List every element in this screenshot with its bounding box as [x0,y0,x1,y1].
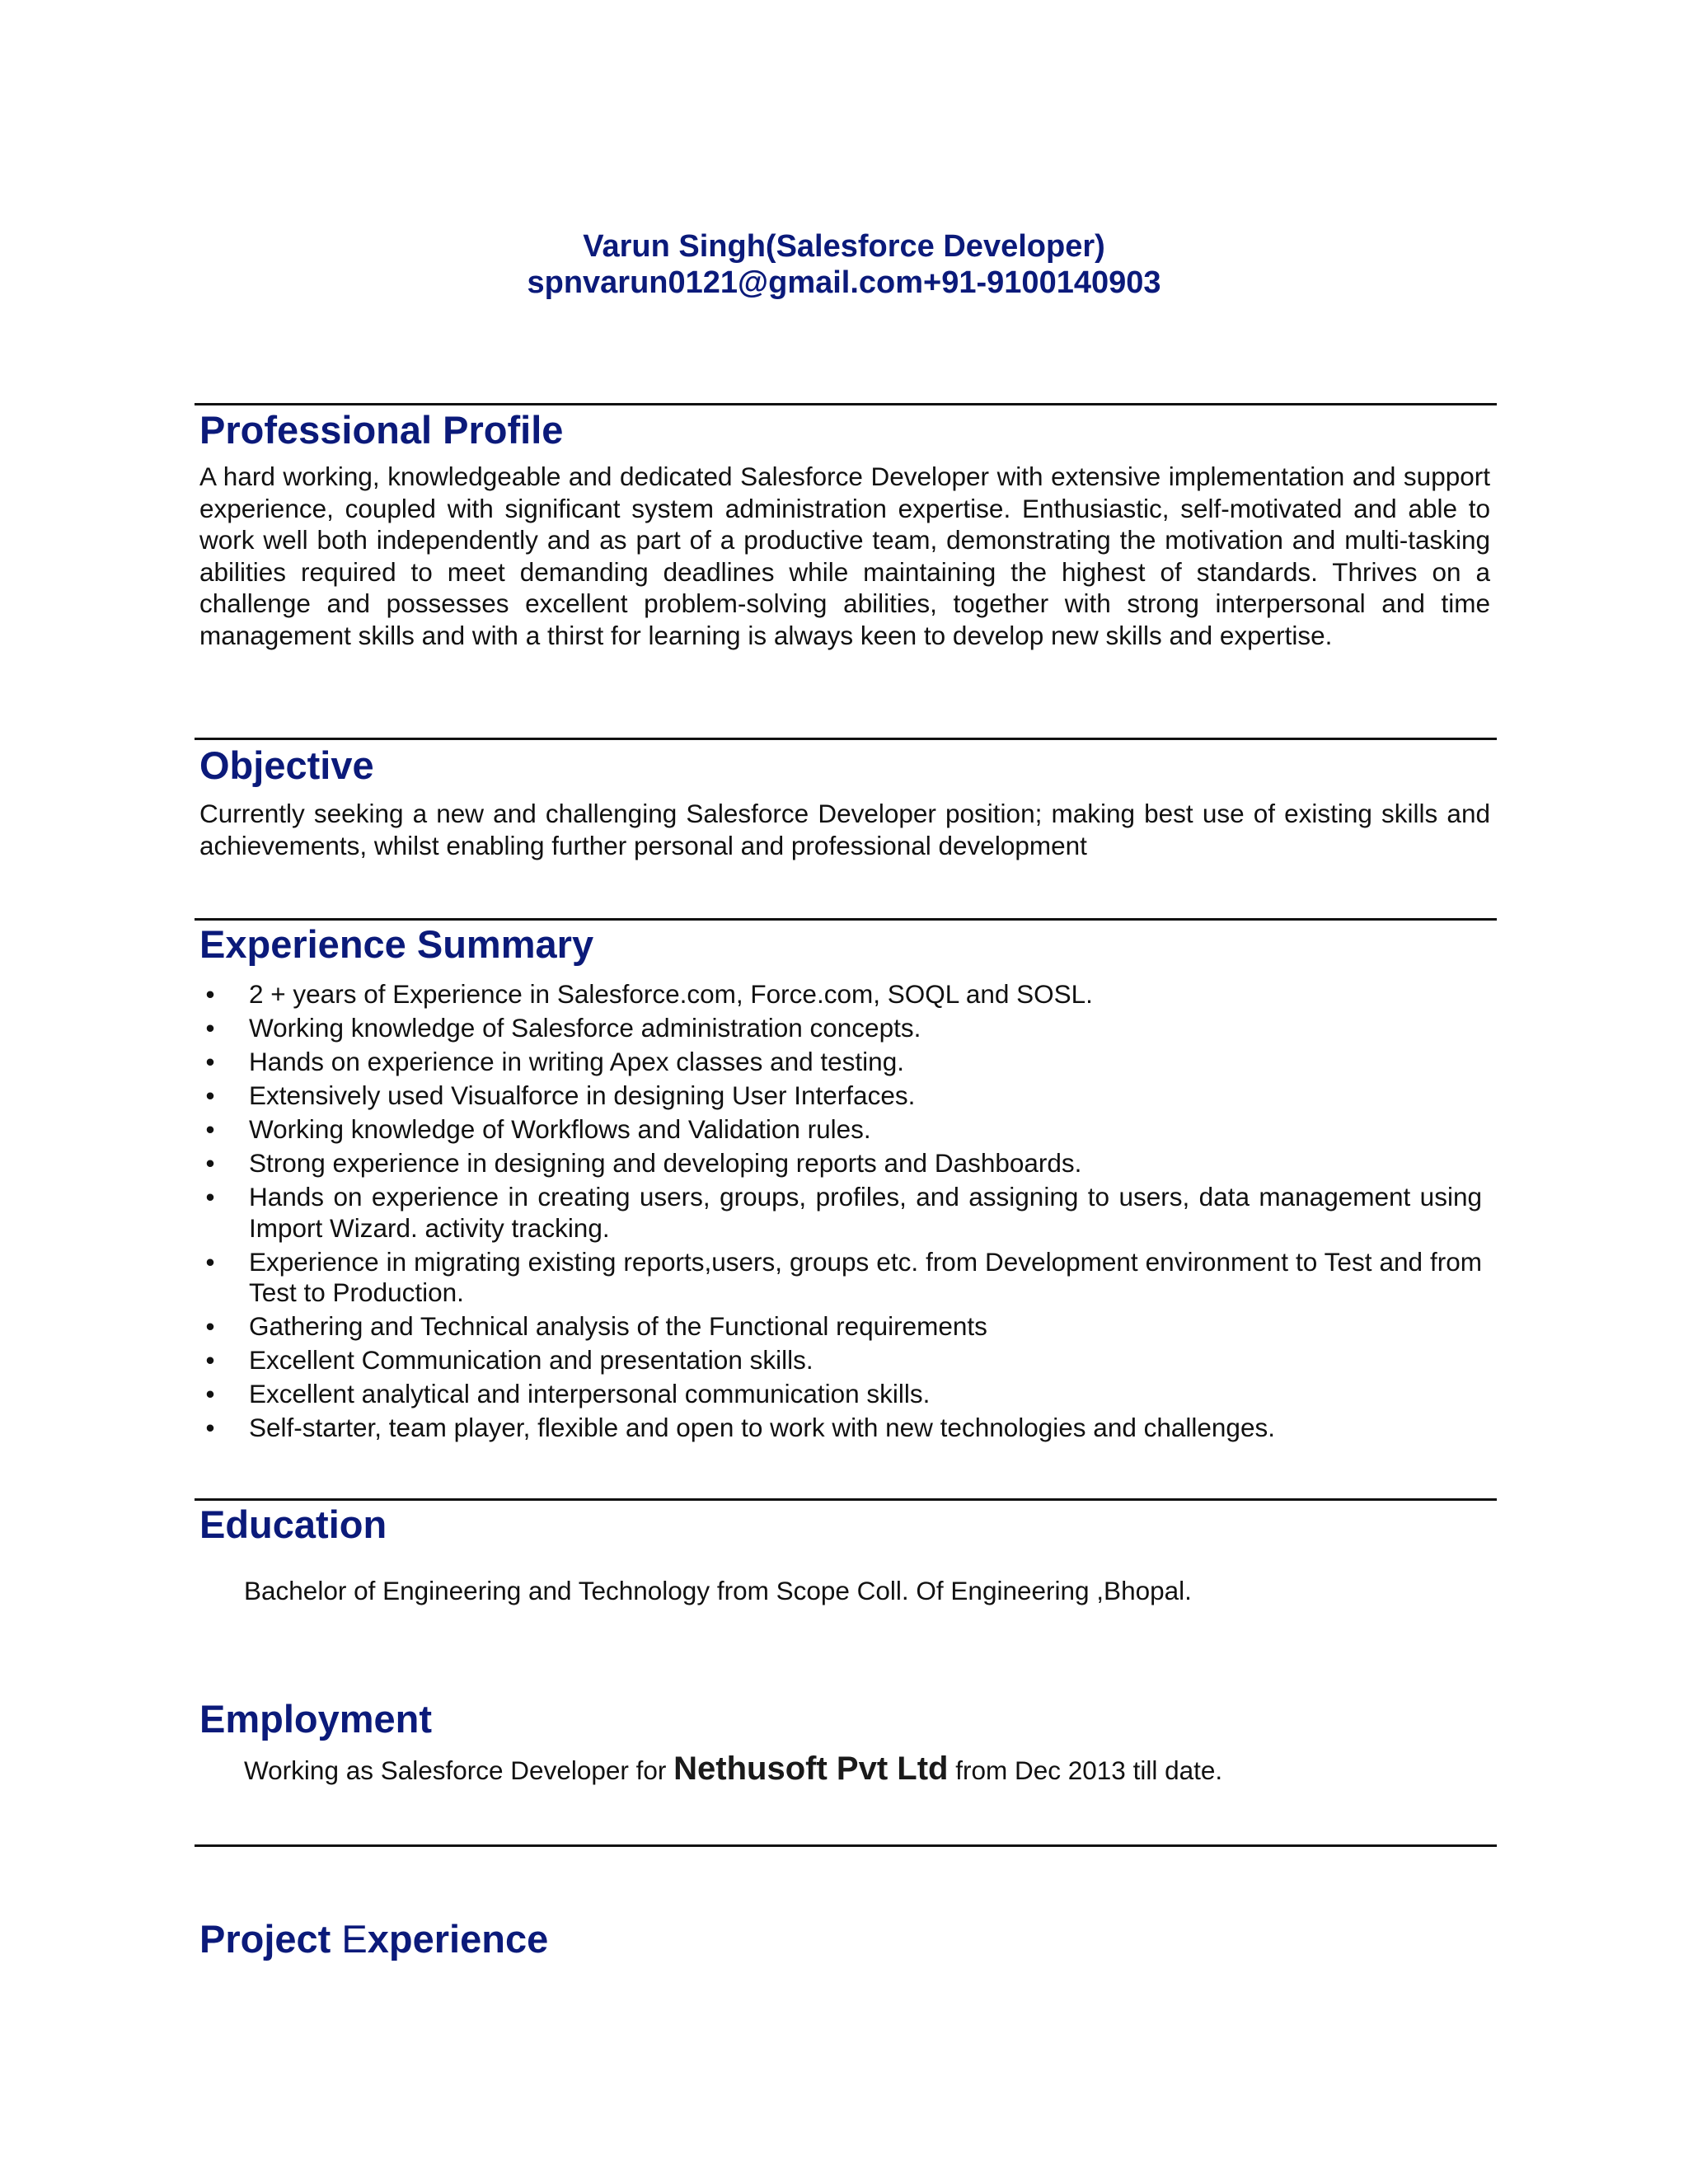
candidate-name-title: Varun Singh(Salesforce Developer) [583,229,1105,264]
profile-heading: Professional Profile [199,408,564,452]
company-name: Nethusoft Pvt Ltd [673,1750,949,1787]
bullet-icon: • [205,1047,215,1076]
education-text: Bachelor of Engineering and Technology from Scope Coll. Of Engineering ,Bhopal. [244,1576,1192,1605]
bullet-icon: • [205,1413,215,1442]
list-item-text: Working knowledge of Salesforce administration concepts. [249,1013,921,1043]
list-item [199,1080,1482,1112]
bullet-icon: • [205,1379,215,1408]
project-heading-part1: Project [199,1917,342,1961]
employment-text [244,1750,1222,1788]
list-item [199,1413,1482,1444]
list-item-text: Working knowledge of Workflows and Validation rules. [249,1114,871,1144]
section-divider [195,1498,1497,1501]
list-item [199,1379,1482,1410]
candidate-contact: spnvarun0121@gmail.com+91-9100140903 [527,265,1161,300]
list-item-text: Excellent Communication and presentation skills. [249,1345,814,1375]
list-item [199,1114,1482,1146]
project-heading-part2: xperience [367,1917,549,1961]
list-item [199,1148,1482,1179]
list-item-text: Hands on experience in creating users, groups, profiles, and assigning to users, data management using Import Wizard. activity tracking. [249,1182,1482,1243]
list-item [199,1182,1482,1244]
bullet-icon: • [205,1345,215,1375]
experience-summary-heading: Experience Summary [199,922,594,966]
bullet-icon: • [205,1013,215,1043]
list-item [199,1345,1482,1376]
list-item-text: Experience in migrating existing reports,users, groups etc. from Development environment to Test and from Test to Production. [249,1246,1482,1307]
education-heading: Education [199,1502,387,1546]
list-item [199,1247,1482,1309]
employment-prefix: Working as Salesforce Developer for [244,1755,674,1785]
project-experience-heading [199,1916,548,1961]
section-divider [195,918,1497,921]
list-item-text: Hands on experience in writing Apex classes and testing. [249,1047,904,1076]
section-divider [195,403,1497,405]
employment-heading: Employment [199,1697,433,1741]
objective-text: Currently seeking a new and challenging Salesforce Developer position; making best use of existing skills and achievements, whilst enabling further personal and professional development [199,799,1490,860]
list-item [199,1047,1482,1078]
bullet-icon: • [205,1114,215,1144]
bullet-icon: • [205,1080,215,1110]
list-item [199,979,1482,1010]
list-item-text: Strong experience in designing and developing reports and Dashboards. [249,1148,1082,1178]
bullet-icon: • [205,1148,215,1178]
list-item [199,1013,1482,1044]
list-item-text: 2 + years of Experience in Salesforce.com, Force.com, SOQL and SOSL. [249,979,1093,1009]
objective-heading: Objective [199,743,374,787]
bullet-icon: • [205,1311,215,1341]
list-item-text: Extensively used Visualforce in designing User Interfaces. [249,1080,916,1110]
bullet-icon: • [205,979,215,1009]
bullet-icon: • [205,1246,215,1277]
list-item-text: Self-starter, team player, flexible and open to work with new technologies and challenges. [249,1413,1275,1442]
experience-summary-list [199,979,1482,1446]
project-heading-part2-initial: E [341,1917,368,1961]
list-item [199,1311,1482,1343]
list-item-text: Excellent analytical and interpersonal communication skills. [249,1379,931,1408]
bullet-icon: • [205,1182,215,1212]
section-divider [195,738,1497,740]
list-item-text: Gathering and Technical analysis of the Functional requirements [249,1311,987,1341]
section-divider [195,1844,1497,1847]
employment-suffix: from Dec 2013 till date. [948,1755,1223,1785]
profile-text: A hard working, knowledgeable and dedicated Salesforce Developer with extensive implementation and support experience, coupled with significant system administration expertise. Enthusiastic, self-motivated and able to work well both independently and as part of a productive team, demonstrating the motivation and multi-tasking abilities required to meet demanding deadlines while maintaining the highest of standards. Thrives on a challenge and possesses excellent problem-solving abilities, together with strong interpersonal and time management skills and with a thirst for learning is always keen to develop new skills and expertise. [199,462,1490,650]
